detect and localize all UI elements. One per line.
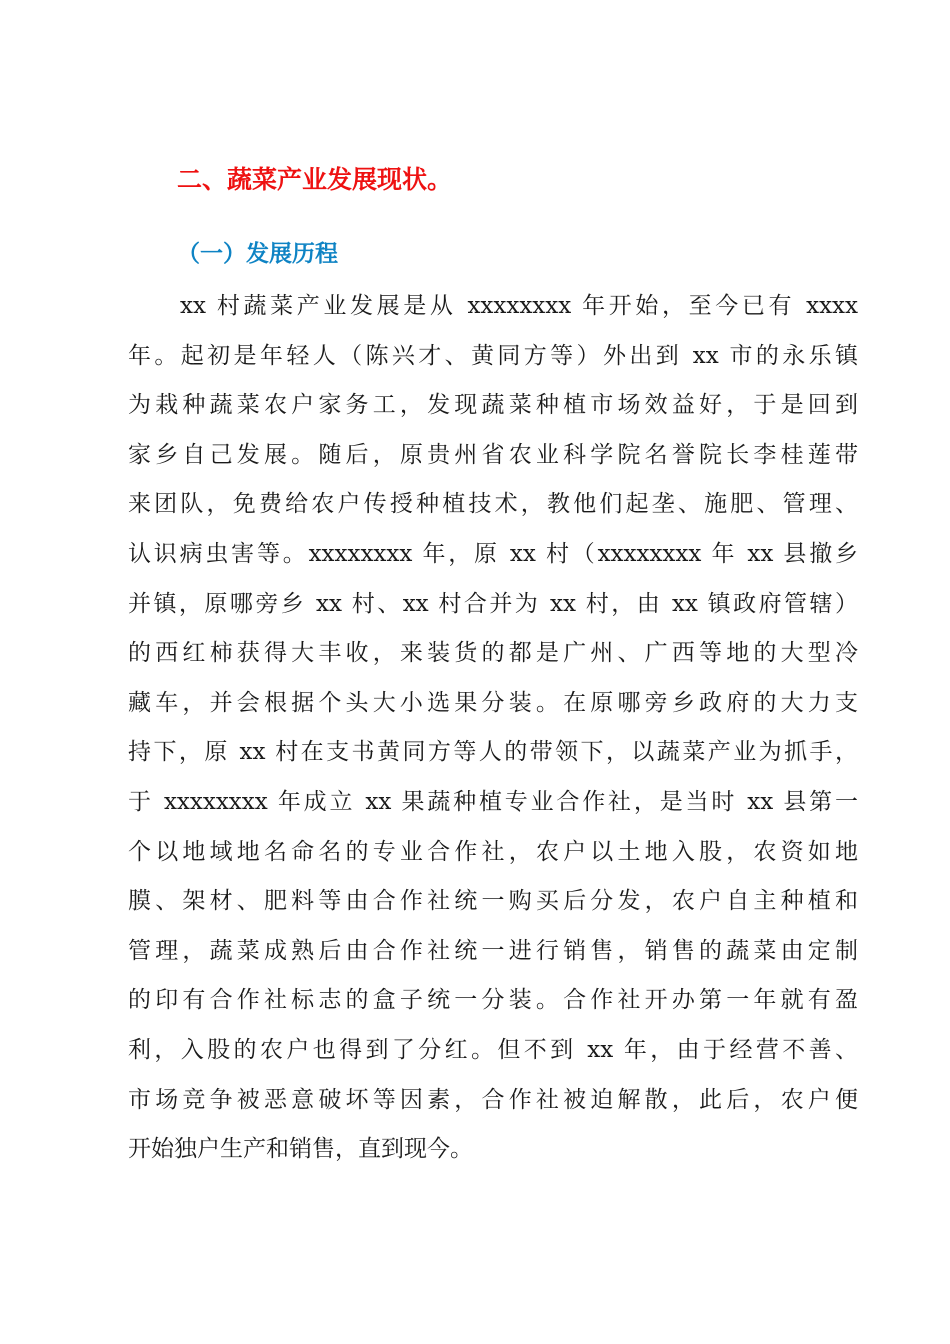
paragraph-line: 市场竞争被恶意破坏等因素，合作社被迫解散，此后，农户便 bbox=[128, 1086, 858, 1113]
paragraph-line: 并镇，原哪旁乡 xx 村、xx 村合并为 xx 村，由 xx 镇政府管辖） bbox=[128, 590, 858, 617]
paragraph-line: xx 村蔬菜产业发展是从 xxxxxxxx 年开始，至今已有 xxxx bbox=[180, 293, 858, 319]
paragraph-line: 家乡自己发展。随后，原贵州省农业科学院名誉院长李桂莲带 bbox=[128, 441, 858, 468]
paragraph-line: 年。起初是年轻人（陈兴才、黄同方等）外出到 xx 市的永乐镇 bbox=[128, 342, 858, 369]
paragraph-line: 持下，原 xx 村在支书黄同方等人的带领下，以蔬菜产业为抓手， bbox=[128, 739, 858, 766]
paragraph-line: 管理，蔬菜成熟后由合作社统一进行销售，销售的蔬菜由定制 bbox=[128, 937, 858, 964]
paragraph-line: 来团队，免费给农户传授种植技术，教他们起垄、施肥、管理、 bbox=[128, 491, 858, 518]
paragraph-line: 认识病虫害等。xxxxxxxx 年，原 xx 村（xxxxxxxx 年 xx 县撤乡 bbox=[128, 540, 858, 567]
paragraph-line: 膜、架材、肥料等由合作社统一购买后分发，农户自主种植和 bbox=[128, 888, 858, 915]
subsection-heading: （一）发展历程 bbox=[177, 240, 338, 267]
body-paragraph bbox=[128, 282, 858, 1175]
paragraph-line: 的西红柿获得大丰收，来装货的都是广州、广西等地的大型冷 bbox=[128, 640, 858, 667]
paragraph-line: 的印有合作社标志的盒子统一分装。合作社开办第一年就有盈 bbox=[128, 987, 858, 1014]
paragraph-line: 个以地域地名命名的专业合作社，农户以土地入股，农资如地 bbox=[128, 838, 858, 865]
paragraph-line: 开始独户生产和销售，直到现今。 bbox=[128, 1136, 473, 1163]
paragraph-line: 藏车，并会根据个头大小选果分装。在原哪旁乡政府的大力支 bbox=[128, 689, 858, 716]
paragraph-line: 于 xxxxxxxx 年成立 xx 果蔬种植专业合作社，是当时 xx 县第一 bbox=[128, 788, 858, 815]
section-heading: 二、蔬菜产业发展现状。 bbox=[177, 165, 453, 194]
paragraph-line: 利，入股的农户也得到了分红。但不到 xx 年，由于经营不善、 bbox=[128, 1036, 858, 1063]
paragraph-line: 为栽种蔬菜农户家务工，发现蔬菜种植市场效益好，于是回到 bbox=[128, 392, 858, 419]
